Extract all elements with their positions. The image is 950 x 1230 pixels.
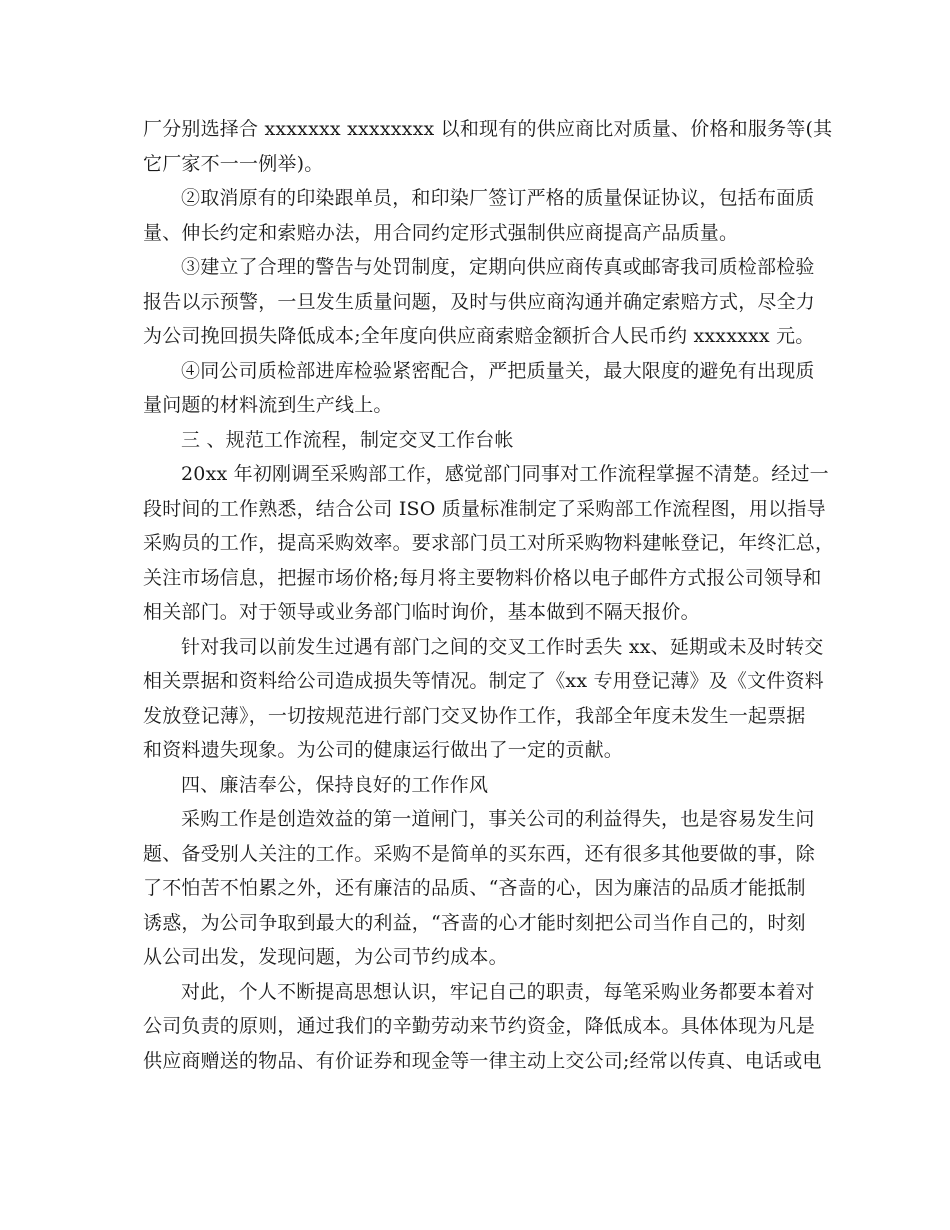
text-line: 关注市场信息，把握市场价格;每月将主要物料价格以电子邮件方式报公司领导和	[143, 566, 822, 589]
text-line: 它厂家不一一例举)。	[143, 152, 324, 175]
text-line: 采购工作是创造效益的第一道闸门，事关公司的利益得失，也是容易发生问	[181, 808, 815, 830]
text-line: 量问题的材料流到生产线上。	[143, 394, 393, 416]
document-body	[143, 112, 835, 1078]
text-line: 四、廉洁奉公，保持良好的工作作风	[181, 773, 489, 796]
text-line: 厂分别选择合 xxxxxxx xxxxxxxx 以和现有的供应商比对质量、价格和服务等(其	[143, 118, 833, 140]
text-line: 相关部门。对于领导或业务部门临时询价，基本做到不隔天报价。	[143, 601, 700, 623]
text-line: 报告以示预警，一旦发生质量问题，及时与供应商沟通并确定索赔方式，尽全力	[143, 290, 816, 313]
text-line: 20xx 年初刚调至采购部工作，感觉部门同事对工作流程掌握不清楚。经过一	[181, 463, 829, 485]
text-line: 供应商赠送的物品、有价证券和现金等一律主动上交公司;经常以传真、电话或电	[143, 1049, 822, 1072]
text-line: 和资料遗失现象。为公司的健康运行做出了一定的贡献。	[143, 739, 624, 761]
text-line: 题、备受别人关注的工作。采购不是简单的买东西，还有很多其他要做的事，除	[143, 842, 816, 865]
text-line: 从公司出发，发现问题，为公司节约成本。	[143, 946, 508, 968]
text-line: 公司负责的原则，通过我们的辛勤劳动来节约资金，降低成本。具体体现为凡是	[143, 1015, 816, 1037]
text-line: 了不怕苦不怕累之外，还有廉洁的品质、“吝啬的心，因为廉洁的品质才能抵制	[143, 877, 806, 899]
text-line: 相关票据和资料给公司造成损失等情况。制定了《xx 专用登记薄》及《文件资料	[143, 670, 824, 692]
text-line: ②取消原有的印染跟单员，和印染厂签订严格的质量保证协议，包括布面质	[181, 187, 815, 209]
text-line: 量、伸长约定和索赔办法，用合同约定形式强制供应商提高产品质量。	[143, 221, 739, 244]
text-line: 诱惑，为公司争取到最大的利益，“吝啬的心才能时刻把公司当作自己的，时刻	[143, 911, 806, 934]
text-line: 段时间的工作熟悉，结合公司 ISO 质量标准制定了采购部工作流程图，用以指导	[143, 497, 826, 520]
text-line: ③建立了合理的警告与处罚制度，定期向供应商传真或邮寄我司质检部检验	[181, 256, 815, 278]
text-line: 为公司挽回损失降低成本;全年度向供应商索赔金额折合人民币约 xxxxxxx 元。	[143, 325, 815, 347]
text-line: 针对我司以前发生过遇有部门之间的交叉工作时丢失 xx、延期或未及时转交	[181, 635, 824, 658]
text-line: 采购员的工作，提高采购效率。要求部门员工对所采购物料建帐登记，年终汇总，	[143, 532, 835, 554]
text-line: 对此，个人不断提高思想认识，牢记自己的职责，每笔采购业务都要本着对	[181, 980, 815, 1003]
text-line: ④同公司质检部进库检验紧密配合，严把质量关，最大限度的避免有出现质	[181, 359, 815, 382]
text-line: 三 、规范工作流程，制定交叉工作台帐	[181, 428, 514, 451]
text-line: 发放登记薄》，一切按规范进行部门交叉协作工作，我部全年度未发生一起票据	[143, 704, 806, 727]
